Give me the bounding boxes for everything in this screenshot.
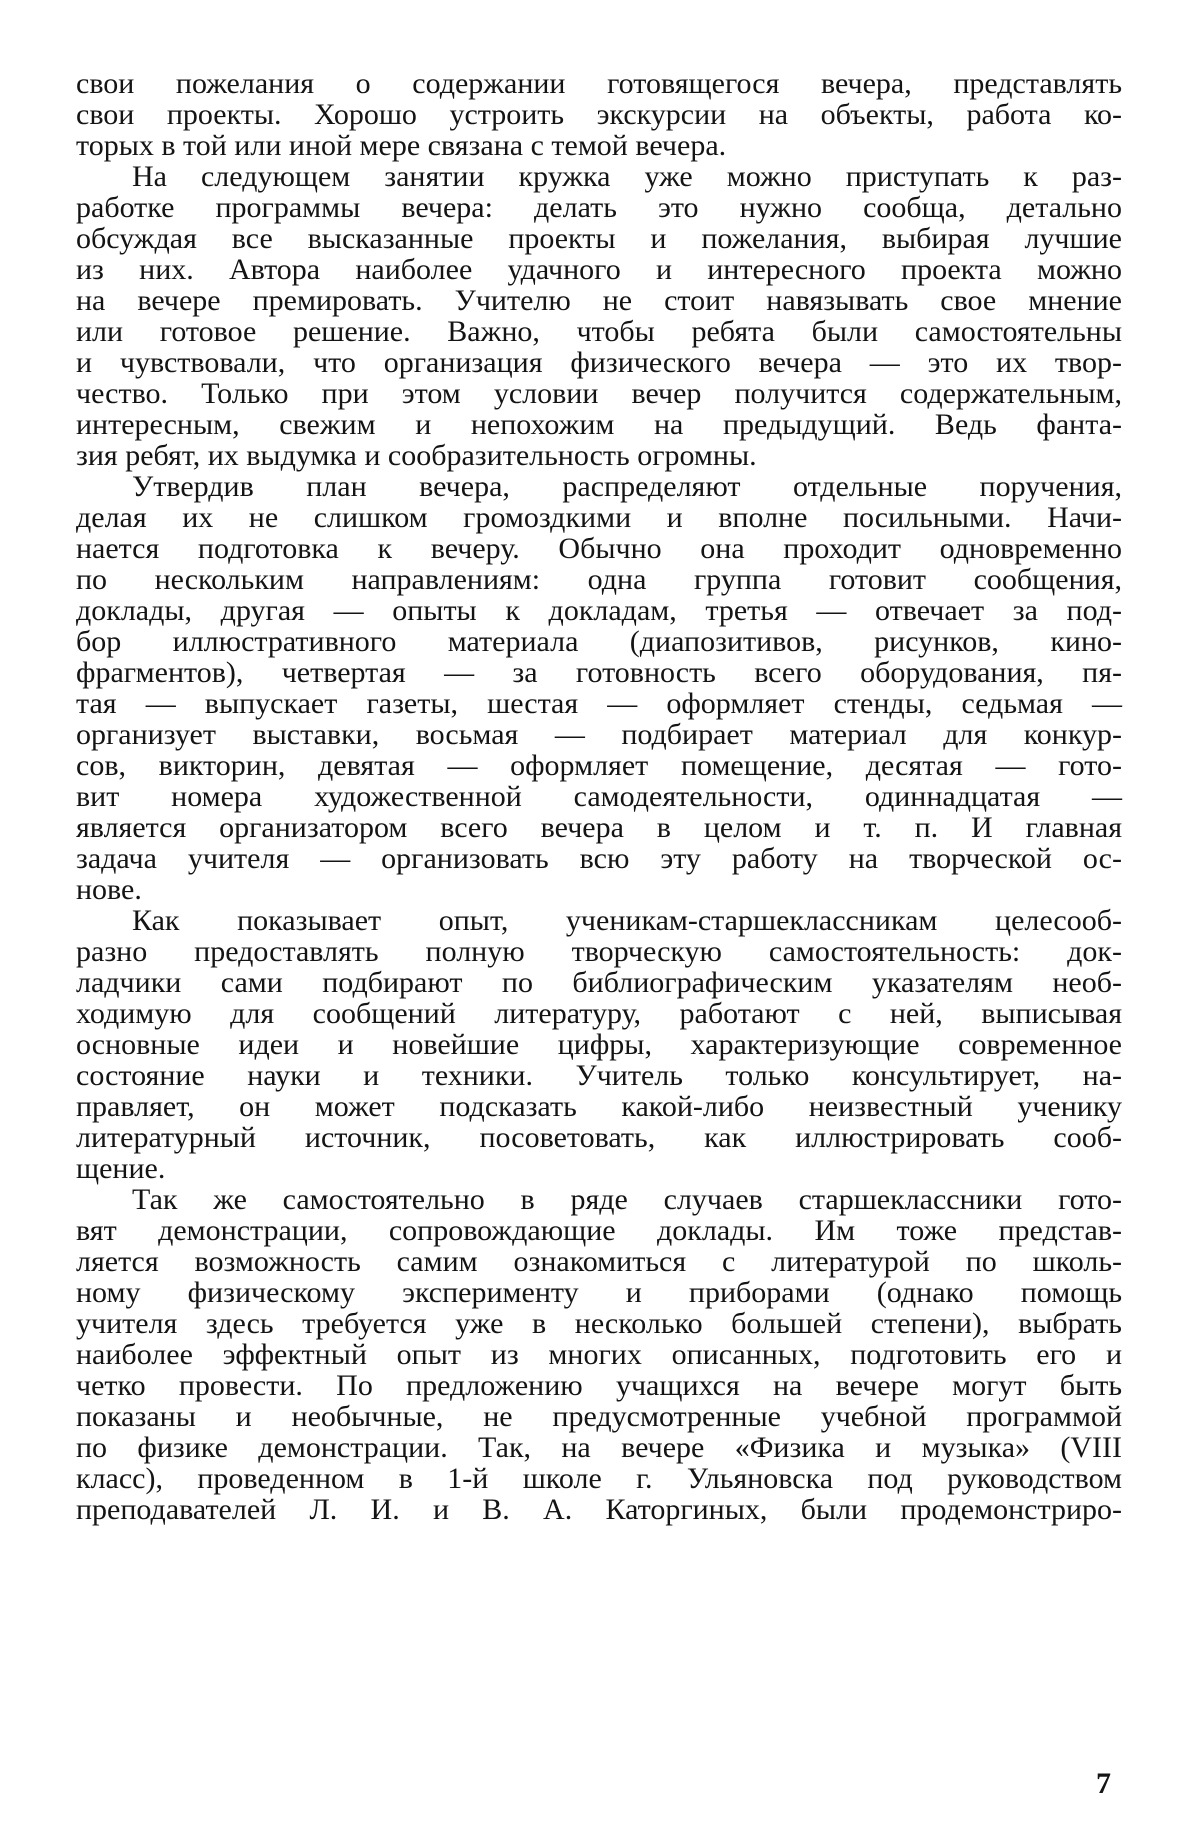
text-line: преподавателей Л. И. и В. А. Каторгиных, были продемонстриро- [76, 1493, 1122, 1526]
text-line: ходимую для сообщений литературу, работают с ней, выписывая [76, 997, 1122, 1030]
text-line: зия ребят, их выдумка и сообразительность огромны. [76, 439, 757, 472]
page-number: 7 [1096, 1767, 1111, 1800]
text-line: и чувствовали, что организация физического вечера — это их твор- [76, 346, 1122, 379]
text-line: наиболее эффектный опыт из многих описанных, подготовить его и [76, 1338, 1122, 1371]
text-line: на вечере премировать. Учителю не стоит навязывать свое мнение [76, 284, 1122, 317]
text-line: задача учителя — организовать всю эту работу на творческой ос- [76, 842, 1122, 875]
paragraph [76, 905, 1122, 1184]
text-line: щение. [76, 1152, 166, 1185]
text-line: литературный источник, посоветовать, как иллюстрировать сооб- [76, 1121, 1122, 1154]
text-line: основные идеи и новейшие цифры, характеризующие современное [76, 1028, 1122, 1061]
text-line: работке программы вечера: делать это нужно сообща, детально [76, 191, 1122, 224]
text-line: доклады, другая — опыты к докладам, третья — отвечает за под- [76, 594, 1122, 627]
text-line: вит номера художественной самодеятельности, одиннадцатая — [76, 780, 1122, 813]
text-line: Как показывает опыт, ученикам-старшеклассникам целесооб- [132, 904, 1122, 937]
text-line: нается подготовка к вечеру. Обычно она проходит одновременно [76, 532, 1122, 565]
text-line: сов, викторин, девятая — оформляет помещение, десятая — гото- [76, 749, 1122, 782]
paragraph [76, 1184, 1122, 1525]
text-line: по нескольким направлениям: одна группа готовит сообщения, [76, 563, 1122, 596]
text-line: разно предоставлять полную творческую самостоятельность: док- [76, 935, 1122, 968]
text-line: вят демонстрации, сопровождающие доклады. Им тоже представ- [76, 1214, 1122, 1247]
text-line: чество. Только при этом условии вечер получится содержательным, [76, 377, 1122, 410]
text-line: тая — выпускает газеты, шестая — оформляет стенды, седьмая — [76, 687, 1122, 720]
text-line: по физике демонстрации. Так, на вечере «Физика и музыка» (VIII [76, 1431, 1122, 1464]
text-line: фрагментов), четвертая — за готовность всего оборудования, пя- [76, 656, 1122, 689]
text-line: четко провести. По предложению учащихся на вечере могут быть [76, 1369, 1122, 1402]
text-line: показаны и необычные, не предусмотренные учебной программой [76, 1400, 1122, 1433]
body-text [76, 68, 1122, 1525]
text-line: ладчики сами подбирают по библиографическим указателям необ- [76, 966, 1122, 999]
text-line: ляется возможность самим ознакомиться с литературой по школь- [76, 1245, 1122, 1278]
paragraph [76, 471, 1122, 905]
text-line: ному физическому эксперименту и приборами (однако помощь [76, 1276, 1122, 1309]
paragraph [76, 161, 1122, 471]
text-line: или готовое решение. Важно, чтобы ребята были самостоятельны [76, 315, 1122, 348]
text-line: На следующем занятии кружка уже можно приступать к раз- [132, 160, 1122, 193]
text-line: торых в той или иной мере связана с темой вечера. [76, 129, 727, 162]
text-line: свои проекты. Хорошо устроить экскурсии на объекты, работа ко- [76, 98, 1122, 131]
text-line: состояние науки и техники. Учитель только консультирует, на- [76, 1059, 1122, 1092]
text-line: обсуждая все высказанные проекты и пожелания, выбирая лучшие [76, 222, 1122, 255]
text-line: из них. Автора наиболее удачного и интересного проекта можно [76, 253, 1122, 286]
text-line: класс), проведенном в 1-й школе г. Ульяновска под руководством [76, 1462, 1122, 1495]
text-line: правляет, он может подсказать какой-либо неизвестный ученику [76, 1090, 1122, 1123]
text-line: Утвердив план вечера, распределяют отдельные поручения, [132, 470, 1122, 503]
paragraph [76, 68, 1122, 161]
text-line: Так же самостоятельно в ряде случаев старшеклассники гото- [132, 1183, 1122, 1216]
text-line: интересным, свежим и непохожим на предыдущий. Ведь фанта- [76, 408, 1122, 441]
text-line: делая их не слишком громоздкими и вполне посильными. Начи- [76, 501, 1122, 534]
text-line: свои пожелания о содержании готовящегося вечера, представлять [76, 67, 1122, 100]
text-line: является организатором всего вечера в целом и т. п. И главная [76, 811, 1122, 844]
text-line: нове. [76, 873, 142, 906]
text-line: бор иллюстративного материала (диапозитивов, рисунков, кино- [76, 625, 1122, 658]
text-line: организует выставки, восьмая — подбирает материал для конкур- [76, 718, 1122, 751]
text-line: учителя здесь требуется уже в несколько большей степени), выбрать [76, 1307, 1122, 1340]
